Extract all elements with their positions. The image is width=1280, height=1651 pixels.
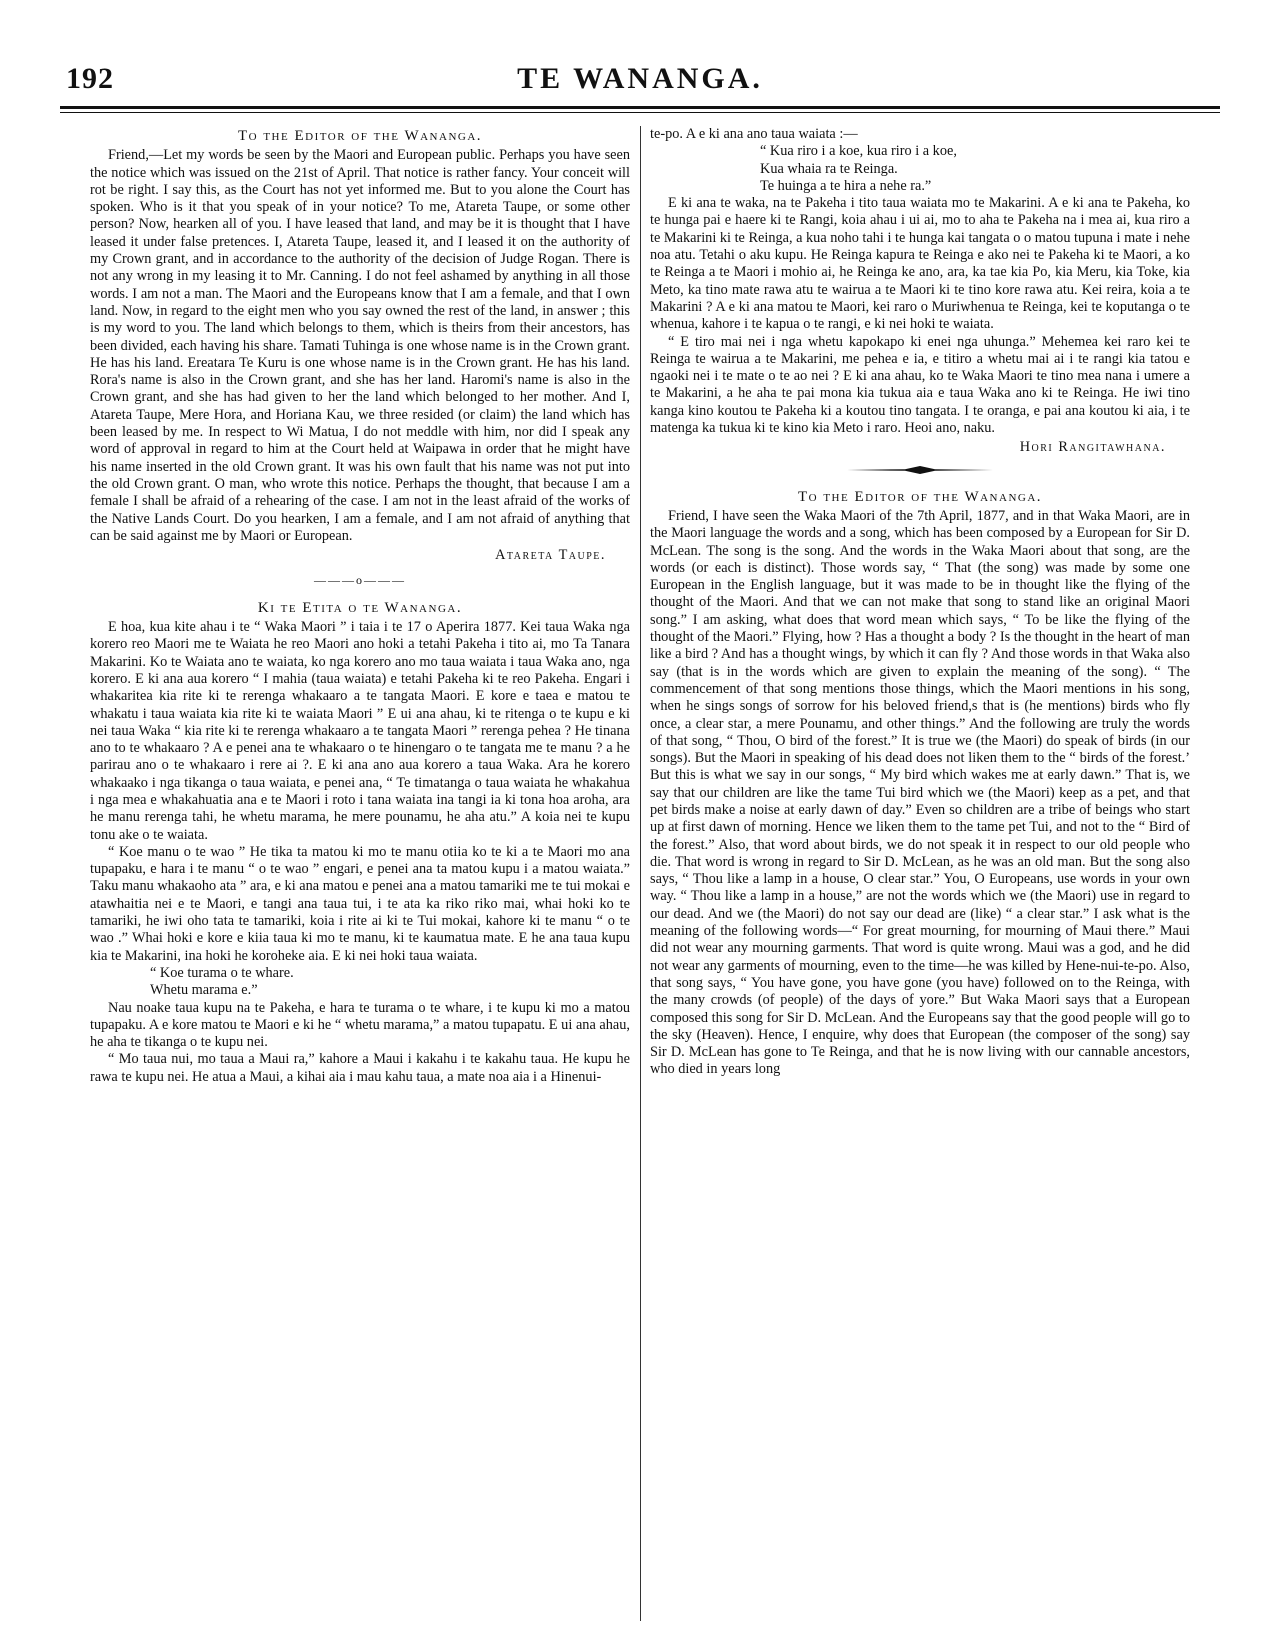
letter-body-translation: Friend, I have seen the Waka Maori of the 7th April, 1877, and in that Waka Maori, are in the Maori language the words and a song, which has been composed by a European for Sir D. McLean. The song is the song. And the words in the Waka Maori about that song, are the words (or each is distinct). Those words say, “ That (the song) was made by some one European in the English language, but it was made to be in thought like the flying of the thought of the Maori. And that we can not make that song to stand like an original Maori song.” I am asking, what does that word mean which says, “ To be like the flying of the thought of the Maori.” Flying, how ? Has a thought a body ? Is the thought in the heart of man like a bird ? And has a thought wings, by which it can fly ? And those words in that Waka also say (that is in the words which are given to explain the meaning of the song). “ The commencement of that song mentions those things, which the Maori mentions in his song, when he sings songs of sorrow for his beloved friend,s that is (he mentions) birds who fly once, a clear star, a mere Pounamu, and other things.” And the following are truly the words of that song, “ Thou, O bird of the forest.” It is true we (the Maori) do speak of birds (in our songs). But the Maori in speaking of his dead does not liken them to the “ birds of the forest.’ But this is what we say in our songs, “ My bird which wakes me at early dawn.” That is, we say that our children are like the tame Tui bird which we (the Maori) keep as a pet, and that pet birds make a noise at early dawn of day.” Even so children are a tribe of beings who start up at first dawn of morning. Hence we liken them to the tame pet Tui, and not to the “ Bird of the forest.” Also, that word about birds, we do not speak it in respect to our old people who die. That word is wrong in regard to Sir D. McLean, as he was an old man. But the song also says, “ Thou like a lamp in a house, O clear star.” You, O Europeans, use words in your own way. “ Thou like a lamp in a house,” are not the words which we (the Maori) use in regard to our dead. And we (the Maori) do not say our dead are (like) “ a clear star.” I ask what is the meaning of the following words—“ For great mourning, for mourning of Maui there.” Maui did not wear any mourning garments. That word is quite wrong. Maui was a god, and he did not wear any garments of mourning, even to the time—he was killed by Hene-nui-te-po. Also, that song says, “ You have gone, you have gone (you have) followed on to the Reinga, with the many crowds (of people) of the days of yore.” But Waka Maori says that a European composed this song for Sir D. McLean. And the Europeans say that the good people will go to the sky (Heaven). Hence, I enquire, why does that European (the composer of the song) say Sir D. McLean has gone to Te Reinga, and that he is now living with our cannable ancestors, who died in years long <box>650 507 1190 1078</box>
left-column <box>90 126 630 1626</box>
page-number: 192 <box>66 62 114 95</box>
verse-line-3: “ Kua riro i a koe, kua riro i a koe, <box>760 143 957 160</box>
maori-letter-continuation: te-po. A e ki ana ano taua waiata :— <box>650 126 858 142</box>
letter-heading-editor-2: To the Editor of the Wananga. <box>797 488 1043 505</box>
maori-letter-paragraph-3: Nau noake taua kupu na te Pakeha, e hara te turama o te whare, i te kupu ki mo a matou tupapaku. A e kore matou te Maori e ki he “ whetu marama,” a matou tupapatu. E ui ana ahau, he aha te tikanga o te kupu nei. <box>90 999 630 1051</box>
maori-letter-paragraph-6: “ E tiro mai nei i nga whetu kapokapo ki enei nga uhunga.” Mehemea kei raro kei te Reinga te wairua a te Makarini, me pehea e ia, e titiro a whetu mai ai i te rangi kia tatou e ngaoki nei i te mate o te ao nei ? E ki ana ahau, ko te Waka Maori te tino mea nana i umere a te Makarini, a he aha te pai mona kia tukua aia e taua Waka ano ki te Reinga. He iwi tino kanga kino koutou te Pakeha ki a koutou tino tangata. I te oranga, e pai ana koutou ki aia, i te matenga ka tukua ki te kino kia Meto i raro. Heoi ano, naku. <box>650 333 1190 437</box>
header-rule-thick <box>60 106 1220 109</box>
maori-letter-paragraph-1: E hoa, kua kite ahau i te “ Waka Maori ” i taia i te 17 o Aperira 1877. Kei taua Waka nga korero reo Maori me te Waiata he reo Maori ano hoki a tetahi Pakeha i tito ai, mo Ta Tanara Makarini. Ko te Waiata ano te waiata, ko nga korero ano mo taua waiata i taua Waka ano, nga korero. E ki ana aua korero “ I mahia (taua waiata) e tetahi Pakeha ki te reo Pakeha. Engari i whakaritea kia rite ki te rerenga whakaaro a te tangata Maori. E kore e taea e matou te whakatu i taua waiata kia rite ki te waiata Maori ” E ui ana ahau, ki te ritenga o te kupu e ki nei taua Waka “ kia rite ki te rerenga whakaaro a te tangata Maori ” rerenga pehea ? He tinana ano to te whakaaro ? A e penei ana te whakaaro o te hinengaro o te tangata me te manu ? a he parirau ano o te whakaaro i rere ai ?. E ki ana ano aua korero a taua Waka. Ara he korero whakaako i nga tikanga o taua waiata, e penei ana, “ Te timatanga o taua waiata he whakahua i nga mea e whakahuatia ana e te Maori i roto i tana waiata ina tangi ia ki tona hoa aroha, ara he manu rerenga tahi, he whetu marama, he mere pounamu, he aha atu.” A koia nei te kupu tonu ake o te waiata. <box>90 619 630 843</box>
maori-letter-paragraph-5: E ki ana te waka, na te Pakeha i tito taua waiata mo te Makarini. A e ki ana te Pakeha, ko te hunga pai e haere ki te Rangi, koia ahau i ui ai, mo to aha te Pakeha na i mea ai, kua riro a te Makarini ki te Reinga, a kua noho tahi i te hunga kai tangata o o matou tupuna i mate i nehe noa atu. Tetahi o aku kupu. He Reinga kapura te Reinga e ako nei te Pakeha ki te Maori, a ko te Reinga a te Maori i mohio ai, he Reinga ke ano, ara, ka tae kia Po, kia Meru, kia Toke, kia Meto, ka tino mate rawa atu te wairua a te Maori ki te tino kore rawa atu. Kei reira, koia a te Makarini ? A e ki ana matou te Maori, kei raro o Muriwhenua te Reinga, kei te koputanga o te whenua, kahore i te kapua o te rangi, e ki nei hoki te waiata. <box>650 195 1190 333</box>
maori-letter-paragraph-2: “ Koe manu o te wao ” He tika ta matou ki mo te manu otiia ko te ki a te Maori mo ana tupapaku, e hara i te manu “ o te wao ” engari, e penei ana ta matou kupu i a matou waiata.” Taku manu whakaoho ata ” ara, e ki ana matou e penei ana a matou tamariki me te tui mokai e atawhaitia nei e te Maori, e tangi ana taua tui, i te ata ka riko riko mai, whai hoki ko te tamariki, he iwi oho tata te tamariki, koia i rite ai ki te Tui mokai, kahore ki te manu “ o te wao .” Whai hoki e kore e kiia taua ki mo te manu, ki te kaumatua mate. E he ana taua kupu kia te Makarini, ina hoki he koroheke aia. E ki nei hoki taua waiata. <box>90 843 630 964</box>
signature-atareta-taupe: Atareta Taupe. <box>495 547 606 564</box>
verse-line-1: “ Koe turama o te whare. <box>150 964 294 981</box>
verse-line-2: Whetu marama e.” <box>150 982 258 999</box>
verse-line-4: Kua whaia ra te Reinga. <box>760 160 898 177</box>
fleuron-ornament <box>845 465 995 475</box>
header-rule-thin <box>60 112 1220 113</box>
letter-heading-etita: Ki te Etita o te Wananga. <box>257 599 463 616</box>
section-separator: ———o——— <box>314 573 406 588</box>
page-header <box>60 58 1220 98</box>
column-divider <box>640 126 641 1621</box>
letter-body-atareta: Friend,—Let my words be seen by the Maori and European public. Perhaps you have seen the notice which was issued on the 21st of April. That notice is rather fancy. Your conceit will rot be right. I say this, as the Court has not yet informed me. But to you alone the Court has spoken. Who is it that you speak of in your notice? To me, Atareta Taupe, or some other person? Now, hearken all of you. I have leased that land, and may be it is thought that I have leased it under false pretences. I, Atareta Taupe, leased it, and I leased it on the authority of my Crown grant, and in accordance to the authority of the decision of Judge Rogan. There is not any wrong in my leasing it to Mr. Canning. I do not feel ashamed by anything in all those words. I am not a man. The Maori and the Europeans know that I am a female, and that I own land. Now, in regard to the eight men who you say owned the rest of the land, in answer ; this is my word to you. The land which belongs to them, which is theirs from their ancestors, has been divided, each having his share. Tamati Tuhinga is one whose name is in the Crown grant. He has his land. Ereatara Te Kuru is one whose name is in the Crown grant. He has his land. Rora's name is also in the Crown grant, and she has her land. Haromi's name is also in the Crown grant, and she has had given to her the land which belonged to her mother. And I, Atareta Taupe, Mere Hora, and Horiana Kau, we three resided (or claim) the land which has been leased by me. In respect to Wi Matua, I do not meddle with him, nor did I speak any word of approval in regard to him at the Court held at Waipawa in order that he might have his name inserted in the old Crown grant. It was his own fault that his name was not put into the old Crown grant. O man, who wrote this notice. Perhaps the thought, that because I am a female I shall be afraid of a rehearing of the case. I am not in the least afraid of the works of the Native Lands Court. Do you hearken, I am a female, and I am not afraid of anything that can be said against me by Maori or European. <box>90 147 630 544</box>
letter-heading-editor: To the Editor of the Wananga. <box>237 128 483 144</box>
maori-letter-paragraph-4: “ Mo taua nui, mo taua a Maui ra,” kahore a Maui i kakahu i te kakahu taua. He kupu he rawa te kupu nei. He atua a Maui, a kihai aia i mau kahu taua, a mate noa aia i a Hinenui- <box>90 1051 630 1085</box>
right-column <box>650 126 1190 1626</box>
masthead-title: TE WANANGA. <box>517 62 763 95</box>
verse-line-5: Te huinga a te hira a nehe ra.” <box>760 177 932 194</box>
signature-hori-rangitawhana: Hori Rangitawhana. <box>1019 439 1166 456</box>
